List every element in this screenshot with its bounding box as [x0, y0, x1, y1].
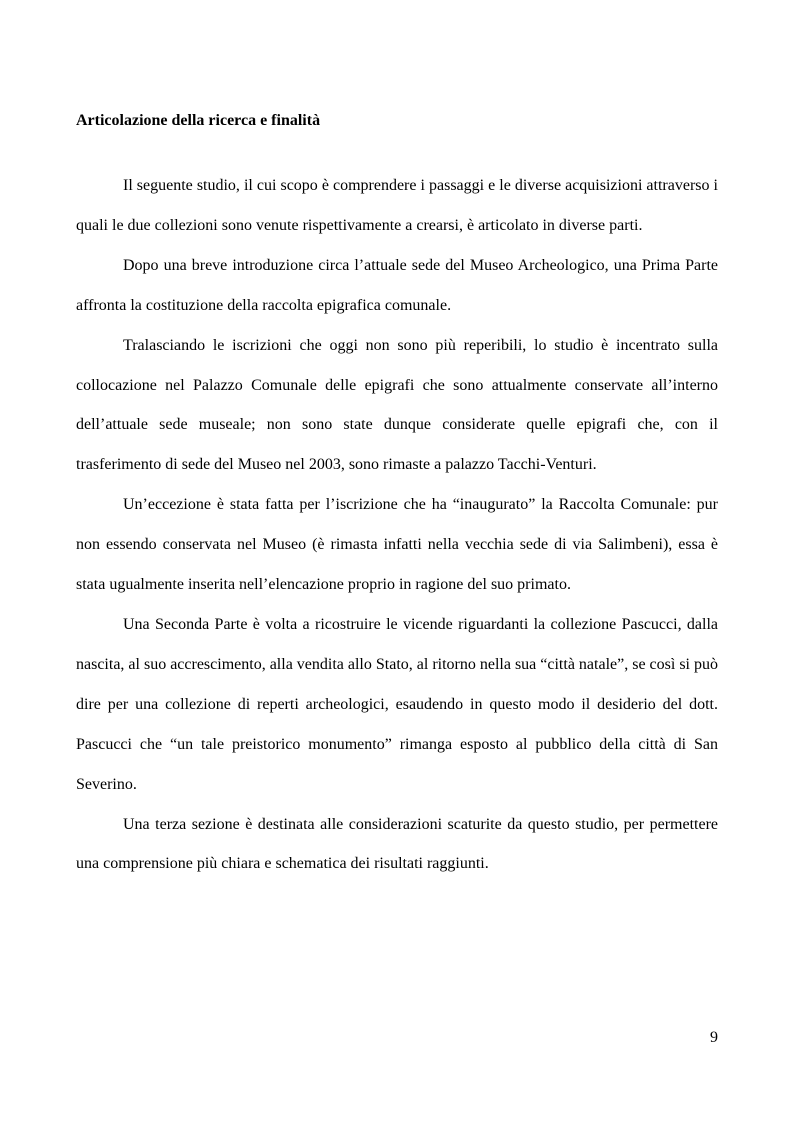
paragraph-5: Una Seconda Parte è volta a ricostruire le vicende riguardanti la collezione Pascucci, dalla nascita, al suo accrescimento, alla vendita allo Stato, al ritorno nella sua “città natale”, se così si può dire per una collezione di reperti archeologici, esaudendo in questo modo il desiderio del dott. Pascucci che “un tale preistorico monumento” rimanga esposto al pubblico della città di San Severino. [76, 615, 718, 793]
page-number: 9 [710, 1029, 718, 1046]
paragraph-1: Il seguente studio, il cui scopo è comprendere i passaggi e le diverse acquisizioni attraverso i quali le due collezioni sono venute rispettivamente a crearsi, è articolato in diverse parti. [76, 177, 718, 234]
section-heading: Articolazione della ricerca e finalità [76, 112, 321, 129]
paragraph-2: Dopo una breve introduzione circa l’attuale sede del Museo Archeologico, una Prima Parte affronta la costituzione della raccolta epigrafica comunale. [76, 256, 718, 314]
paragraph-6: Una terza sezione è destinata alle considerazioni scaturite da questo studio, per permettere una comprensione più chiara e schematica dei risultati raggiunti. [76, 815, 718, 873]
document-body [76, 166, 718, 884]
paragraph-3: Tralasciando le iscrizioni che oggi non sono più reperibili, lo studio è incentrato sulla collocazione nel Palazzo Comunale delle epigrafi che sono attualmente conservate all’interno dell’attuale sede museale; non sono state dunque considerate quelle epigrafi che, con il trasferimento di sede del Museo nel 2003, sono rimaste a palazzo Tacchi-Venturi. [76, 336, 718, 474]
paragraph-4: Un’eccezione è stata fatta per l’iscrizione che ha “inaugurato” la Raccolta Comunale: pur non essendo conservata nel Museo (è rimasta infatti nella vecchia sede di via Salimbeni), essa è stata ugualmente inserita nell’elencazione proprio in ragione del suo primato. [76, 496, 718, 594]
